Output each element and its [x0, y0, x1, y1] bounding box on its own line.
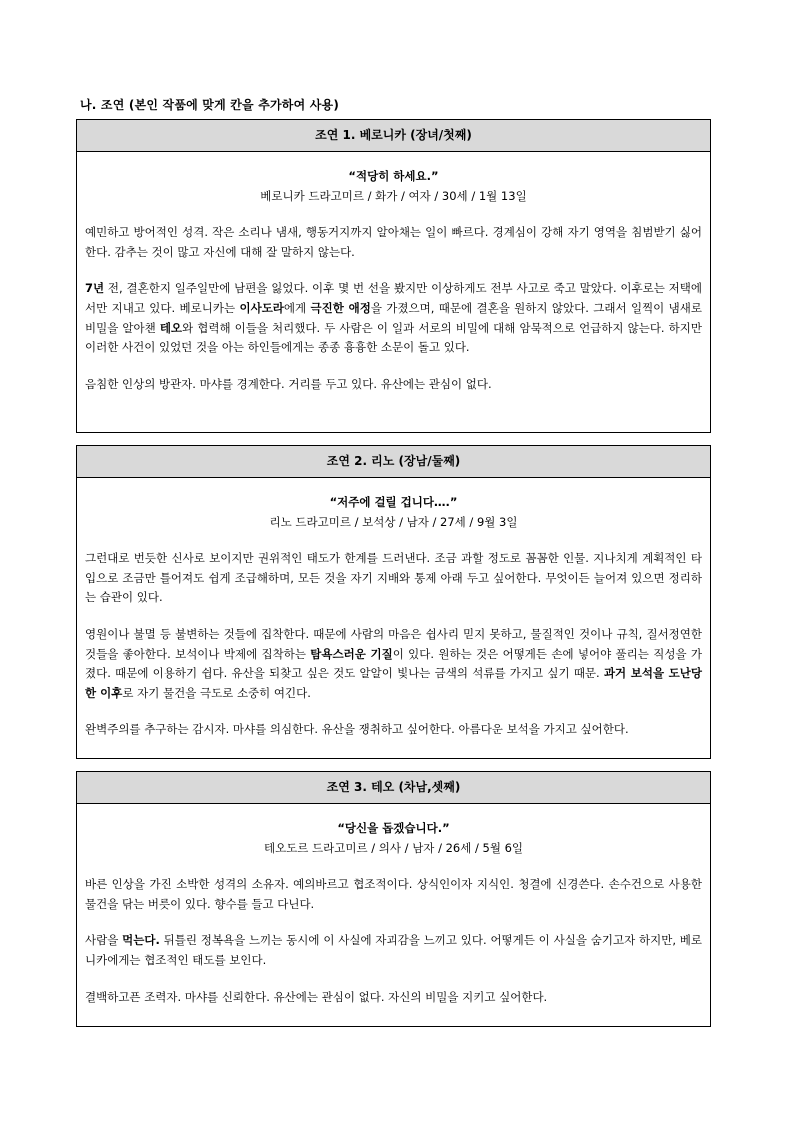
card-header: 조연 2. 리노 (장남/둘째) [77, 446, 710, 478]
role-summary-paragraph: 결백하고픈 조력자. 마샤를 신뢰한다. 유산에는 관심이 없다. 자신의 비밀을 지키고 싶어한다. [85, 989, 548, 1004]
character-quote: “적당히 하세요.” [348, 169, 439, 183]
character-card-rino [76, 445, 711, 759]
character-card-theo [76, 771, 711, 1027]
emphasis-text: 7년 [85, 281, 105, 296]
card-header: 조연 3. 테오 (차남,셋째) [77, 772, 710, 804]
paragraph-text: 이 있다. 원하는 것은 어떻게든 손에 넣어야 풀리는 직성을 가졌다. 때문에 이용하기 쉽다. 유산을 되찾고 싶은 것도 알알이 빛나는 금색의 석류를 가지고 싶기 때문. [85, 646, 702, 681]
card-header: 조연 1. 베로니카 (장녀/첫째) [77, 120, 710, 152]
paragraph-text: 전, 결혼한지 일주일만에 남편을 잃었다. 이후 몇 번 선을 봤지만 이상하게도 전부 사고로 죽고 말았다. 이후로는 저택에서만 지내고 있다. 베로니카는 [85, 281, 702, 315]
emphasis-text: 이사도라 [239, 300, 284, 315]
character-quote: “저주에 걸릴 겁니다….” [329, 495, 458, 509]
character-meta: 리노 드라고미르 / 보석상 / 남자 / 27세 / 9월 3일 [269, 514, 518, 529]
emphasis-text: 먹는다. [122, 933, 160, 948]
emphasis-text: 탐욕스러운 기질 [310, 646, 393, 661]
role-summary-paragraph: 음침한 인상의 방관자. 마샤를 경계한다. 거리를 두고 있다. 유산에는 관심이 없다. [85, 376, 492, 391]
backstory-paragraph [85, 931, 702, 970]
character-card-veronica [76, 119, 711, 433]
emphasis-text: 과거 보석을 도난당한 이후 [85, 666, 702, 700]
personality-paragraph: 그런대로 번듯한 신사로 보이지만 권위적인 태도가 한계를 드러낸다. 조금 과할 정도로 꼼꼼한 인물. 지나치게 계획적인 타입으로 조금만 틀어져도 쉽게 조급해하며, 모든 것을 자기 지배와 통제 아래 두고 싶어한다. 무엇이든 늘어져 있으면 정리하는 습관이 있다. [85, 551, 702, 605]
personality-paragraph: 예민하고 방어적인 성격. 작은 소리나 냄새, 행동거지까지 알아채는 일이 빠르다. 경계심이 강해 자기 영역을 침범받기 싫어한다. 감추는 것이 많고 자신에 대해 잘 말하지 않는다. [85, 225, 702, 259]
paragraph-text: 사람을 [85, 933, 123, 948]
backstory-paragraph [85, 625, 702, 703]
backstory-paragraph [85, 279, 702, 357]
character-meta: 베로니카 드라고미르 / 화가 / 여자 / 30세 / 1월 13일 [260, 188, 527, 203]
character-quote: “당신을 돕겠습니다.” [337, 821, 450, 835]
paragraph-text: 영원이나 불멸 등 불변하는 것들에 집착한다. 때문에 사람의 마음은 쉽사리 믿지 못하고, 물질적인 것이나 규칙, 질서정연한 것들을 좋아한다. 보석이나 박제에 집착하는 [85, 626, 702, 661]
paragraph-text: 에게 [283, 300, 311, 315]
character-meta: 테오도르 드라고미르 / 의사 / 남자 / 26세 / 5월 6일 [263, 840, 524, 855]
paragraph-text: 을 가졌으며, 때문에 결혼을 원하지 않았다. 그래서 일찍이 냄새로 비밀을 알아챈 [85, 300, 702, 335]
section-title: 나. 조연 (본인 작품에 맞게 칸을 추가하여 사용) [80, 98, 340, 112]
personality-paragraph: 바른 인상을 가진 소박한 성격의 소유자. 예의바르고 협조적이다. 상식인이자 지식인. 청결에 신경쓴다. 손수건으로 사용한 물건을 닦는 버릇이 있다. 향수를 들고 다닌다. [85, 877, 702, 911]
emphasis-text: 극진한 애정 [310, 300, 371, 315]
paragraph-text: 뒤틀린 정복욕을 느끼는 동시에 이 사실에 자괴감을 느끼고 있다. 어떻게든 이 사실을 숨기고자 하지만, 베로니카에게는 협조적인 태도를 보인다. [85, 933, 702, 967]
paragraph-text: 로 자기 물건을 극도로 소중히 여긴다. [122, 685, 311, 700]
emphasis-text: 테오 [159, 320, 183, 335]
paragraph-text: 와 협력해 이들을 처리했다. 두 사람은 이 일과 서로의 비밀에 대해 암묵적으로 언급하지 않는다. 하지만 이러한 사건이 있었던 것을 아는 하인들에게는 종종 흉흉한 소문이 돌고 있다. [85, 320, 703, 355]
role-summary-paragraph: 완벽주의를 추구하는 감시자. 마샤를 의심한다. 유산을 쟁취하고 싶어한다. 아름다운 보석을 가지고 싶어한다. [85, 722, 629, 737]
